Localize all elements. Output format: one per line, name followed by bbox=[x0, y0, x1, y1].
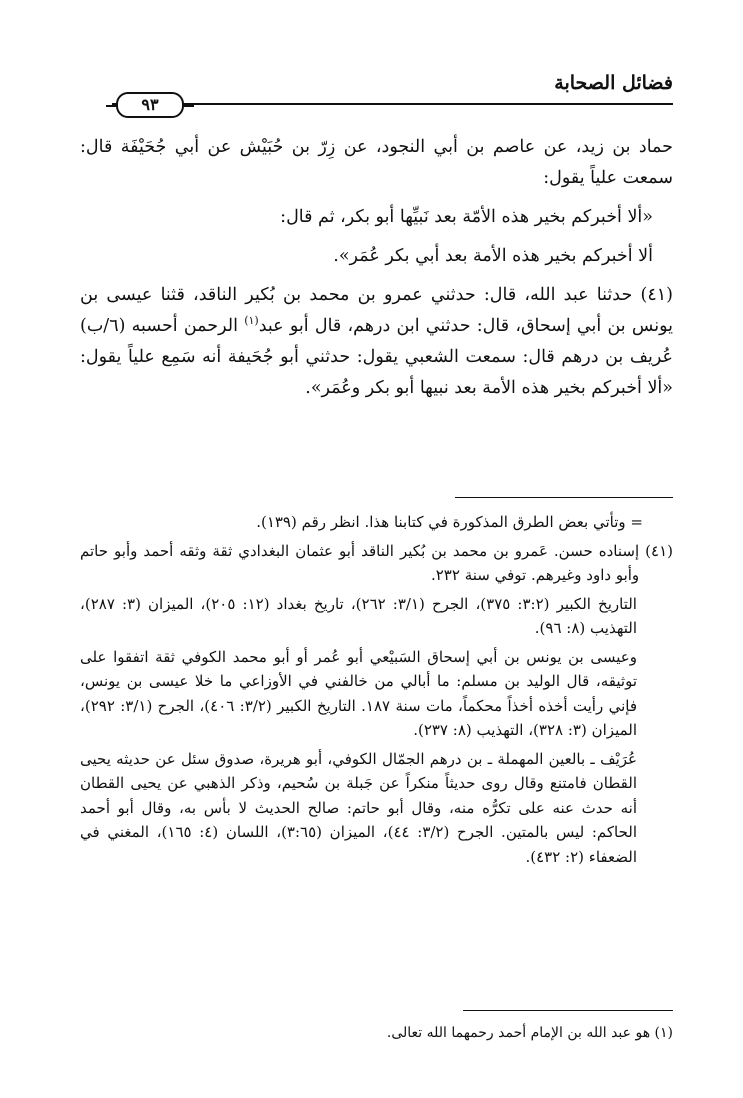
note-41-text-a: إسناده حسن. عَمرو بن محمد بن بُكير الناقد أبو عثمان البغدادي ثقة وثقه أحمد وأبو حاتم وأبو داود وغيرهم. توفي سنة ٢٣٢. bbox=[80, 541, 640, 584]
footnote-marker[interactable]: (١) bbox=[244, 314, 259, 328]
bottom-footnote-separator bbox=[463, 1010, 673, 1011]
hadith-41 bbox=[80, 280, 673, 404]
note-41-number: (٤١) bbox=[645, 541, 673, 560]
note-41-text-c: وعيسى بن يونس بن أبي إسحاق السَبيْعي أبو عُمر أو أبو محمد الكوفي ثقة اتفقوا على توثيقه، قال الوليد بن مسلم: ما أبالي من خالفني في الأوزاعي ما خلا عيسى بن يونس، فإني رأيت أخذه أخذاً محكماً، مات سنة ١٨٧. التاريخ الكبير (٣/٢: ٤٠٦)، الجرح (٣/١: ٢٩٢)، الميزان (٣: ٣٢٨)، التهذيب (٨: ٢٣٧). bbox=[80, 647, 637, 739]
paragraph-chain: حماد بن زيد، عن عاصم بن أبي النجود، عن زِرّ بن حُبَيْش عن أبي جُحَيْفَة قال: سمعت علياً يقول: bbox=[80, 137, 673, 188]
main-text bbox=[80, 132, 673, 412]
note-continuation: = وتأتي بعض الطرق المذكورة في كتابنا هذا. انظر رقم (١٣٩). bbox=[256, 513, 643, 531]
header-rule bbox=[112, 103, 673, 105]
note-41-text-b: التاريخ الكبير (٣:٢: ٣٧٥)، الجرح (٣/١: ٢٦٢)، تاريخ بغداد (١٢: ٢٠٥)، الميزان (٣: ٢٨٧)، التهذيب (٨: ٩٦). bbox=[80, 594, 637, 637]
note-41-text-d: عُرَيْف ـ بالعين المهملة ـ بن درهم الجمّال الكوفي، أبو هريرة، صدوق سئل عن حديثه يحيى القطان فامتنع وقال روى حديثاً منكراً عن جَبلة بن سُحيم، وذكر الذهبي عن يحيى القطان أنه حدث عنه على تكرُّه منه، وقال أبو حاتم: صالح الحديث لا بأس به، وقال أبو أحمد الحاكم: ليس بالمتين. الجرح (٣/٢: ٤٤)، الميزان (٣:٦٥)، اللسان (٤: ١٦٥)، المغني في الضعفاء (٢: ٤٣٢). bbox=[80, 749, 638, 866]
page-number-badge: ٩٣ bbox=[116, 92, 184, 118]
footnotes bbox=[80, 510, 673, 873]
hadith-41-text-a: (٤١) حدثنا عبد الله، قال: حدثني عمرو بن محمد بن بُكير الناقد، قثنا عيسى بن يونس بن أبي إسحاق، قال: حدثني ابن درهم، قال أبو عبد bbox=[80, 285, 674, 336]
note-41 bbox=[80, 539, 673, 592]
footnote-separator bbox=[455, 497, 673, 498]
quote-line-2: ألا أخبركم بخير هذه الأمة بعد أبي بكر عُمَر». bbox=[333, 246, 653, 266]
running-header-title: فضائل الصحابة bbox=[554, 72, 673, 94]
quote-line-1: «ألا أخبركم بخير هذه الأمّة بعد نَبيِّها أبو بكر، ثم قال: bbox=[280, 207, 653, 227]
bottom-footnote: (١) هو عبد الله بن الإمام أحمد رحمهما الله تعالى. bbox=[386, 1025, 673, 1041]
hadith-41-text-b: الرحمن أحسبه (٦/ب) عُريف بن درهم قال: سمعت الشعبي يقول: حدثني أبو جُحَيفة أنه سَمِع علياً يقول: «ألا أخبركم بخير هذه الأمة بعد نبيها أبو بكر وعُمَر». bbox=[80, 316, 673, 398]
